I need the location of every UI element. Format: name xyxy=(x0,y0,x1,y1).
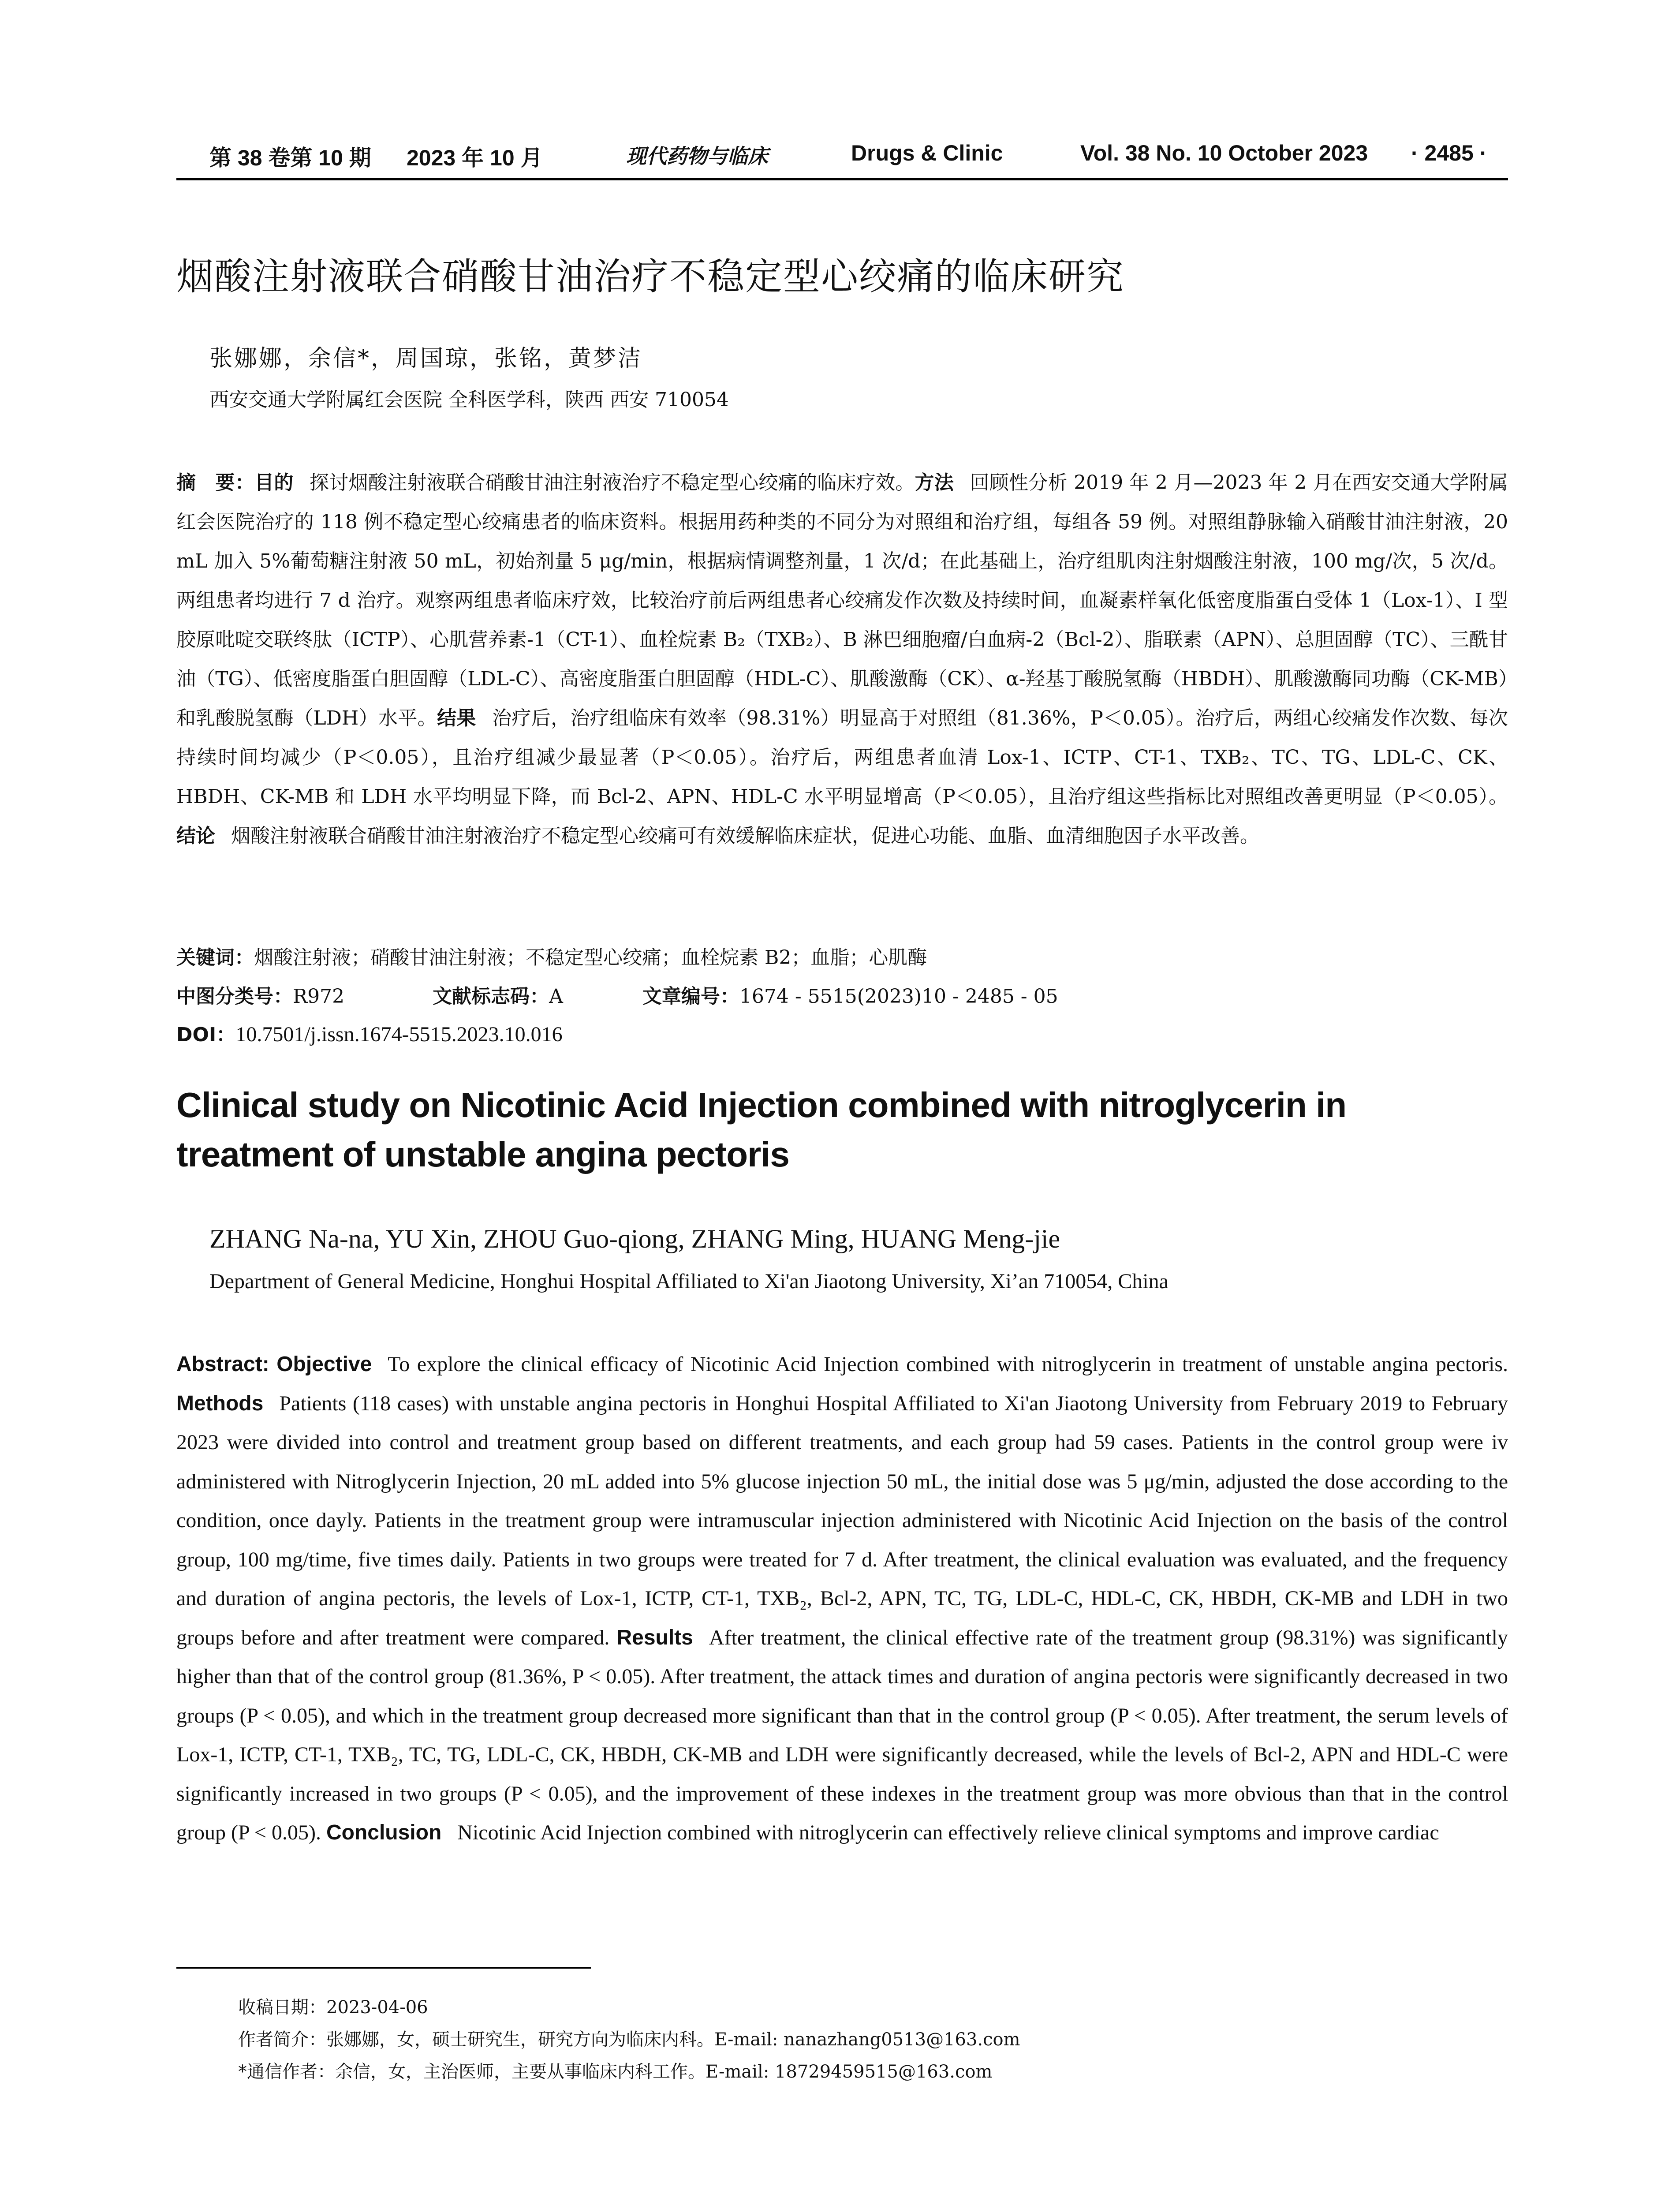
cn-keywords: 烟酸注射液；硝酸甘油注射液；不稳定型心绞痛；血栓烷素 B2；血脂；心肌酶 xyxy=(254,946,927,969)
english-title: Clinical study on Nicotinic Acid Injection combined with nitroglycerin in treatment of unstable angina pectoris xyxy=(176,1085,1347,1174)
cn-results-text: 治疗后，治疗组临床有效率（98.31%）明显高于对照组（81.36%，P＜0.05）。治疗后，两组心绞痛发作次数、每次持续时间均减少（P＜0.05），且治疗组减少最显著（P＜0.05）。治疗后，两组患者血清 Lox-1、ICTP、CT-1、TXB₂、TC、TG、LDL-C、CK、HBDH、CK-MB 和 LDH 水平均明显下降，而 Bcl-2、APN、HDL-C 水平明显增高（P＜0.05），且治疗组这些指标比对照组改善更明显（P＜0.05）。 xyxy=(176,707,1508,808)
en-objective-text: To explore the clinical efficacy of Nicotinic Acid Injection combined with nitroglycerin in treatment of unstable angina pectoris. xyxy=(388,1353,1508,1376)
footnote-author-bio xyxy=(238,2026,1020,2051)
running-header xyxy=(176,140,1508,180)
header-date-cn: 2023 年 10 月 xyxy=(407,146,543,170)
english-affiliation: Department of General Medicine, Honghui Hospital Affiliated to Xi'an Jiaotong University, Xi’an 710054, China xyxy=(209,1270,1169,1293)
header-page-number: · 2485 · xyxy=(1411,141,1487,165)
footnote-received xyxy=(238,1993,428,2018)
en-results-text: After treatment, the clinical effective rate of the treatment group (98.31%) was significantly higher than that of the control group (81.36%, P < 0.05). After treatment, the attack times and duration of angina pectoris were significantly decreased in two groups (P < 0.05), and which in the treatment group decreased more significant than that in the control group (P < 0.05). After treatment, the serum levels of Lox-1, ICTP, CT-1, TXB₂, TC, TG, LDL-C, CK, HBDH, CK-MB and LDH were significantly decreased, while the levels of Bcl-2, APN and HDL-C were significantly increased in two groups (P < 0.05), and the improvement of these indexes in the treatment group was more obvious than that in the control group (P < 0.05). xyxy=(176,1626,1508,1844)
articleno-label: 文章编号： xyxy=(642,985,739,1008)
cn-keywords-line xyxy=(176,942,927,970)
clc-value: R972 xyxy=(293,985,345,1008)
cn-classification-line xyxy=(176,980,1058,1009)
english-authors: ZHANG Na-na, YU Xin, ZHOU Guo-qiong, ZHANG Ming, HUANG Meng-jie xyxy=(209,1224,1060,1253)
chinese-abstract xyxy=(176,463,1508,856)
cn-methods-text: 回顾性分析 2019 年 2 月—2023 年 2 月在西安交通大学附属红会医院治疗的 118 例不稳定型心绞痛患者的临床资料。根据用药种类的不同分为对照组和治疗组，每组各 59 例。对照组静脉输入硝酸甘油注射液，20 mL 加入 5%葡萄糖注射液 50 mL，初始剂量 5 μg/min，根据病情调整剂量，1 次/d；在此基础上，治疗组肌肉注射烟酸注射液，100 mg/次，5 次/d。两组患者均进行 7 d 治疗。观察两组患者临床疗效，比较治疗前后两组患者心绞痛发作次数及持续时间，血凝素样氧化低密度脂蛋白受体 1（Lox-1）、I 型胶原吡啶交联终肽（ICTP）、心肌营养素-1（CT-1）、血栓烷素 B₂（TXB₂）、B 淋巴细胞瘤/白血病-2（Bcl-2）、脂联素（APN）、总胆固醇（TC）、三酰甘油（TG）、低密度脂蛋白胆固醇（LDL-C）、高密度脂蛋白胆固醇（HDL-C）、肌酸激酶（CK）、α-羟基丁酸脱氢酶（HBDH）、肌酸激酶同功酶（CK-MB）和乳酸脱氢酶（LDH）水平。 xyxy=(176,471,1508,729)
chinese-affiliation: 西安交通大学附属红会医院 全科医学科，陕西 西安 710054 xyxy=(209,389,729,411)
doccode-label: 文献标志码： xyxy=(433,985,549,1008)
footnote-rule xyxy=(176,1967,591,1969)
doi-value: 10.7501/j.issn.1674-5515.2023.10.016 xyxy=(235,1023,563,1046)
cn-conclusion-label: 结论 xyxy=(176,825,215,847)
corresponding-label: *通信作者： xyxy=(238,2062,335,2082)
en-methods-text: Patients (118 cases) with unstable angina pectoris in Honghui Hospital Affiliated to Xi'an Jiaotong University from February 2019 to February 2023 were divided into control and treatment group based on different treatments, and each group had 59 cases. Patients in the control group were iv administered with Nitroglycerin Injection, 20 mL added into 5% glucose injection 50 mL, the initial dose was 5 μg/min, adjusted the dose according to the condition, once dayly. Patients in the treatment group were intramuscular injection administered with Nicotinic Acid Injection on the basis of the control group, 100 mg/time, five times daily. Patients in two groups were treated for 7 d. After treatment, the clinical evaluation was evaluated, and the frequency and duration of angina pectoris, the levels of Lox-1, ICTP, CT-1, TXB₂, Bcl-2, APN, TC, TG, LDL-C, HDL-C, CK, HBDH, CK-MB and LDH in two groups before and after treatment were compared. xyxy=(176,1391,1508,1649)
header-rule xyxy=(176,178,1508,180)
articleno-value: 1674 - 5515(2023)10 - 2485 - 05 xyxy=(739,985,1058,1008)
en-objective-label: Objective xyxy=(276,1353,372,1376)
received-label: 收稿日期： xyxy=(238,1997,326,2018)
author-bio: 张娜娜，女，硕士研究生，研究方向为临床内科。E-mail: nanazhang0513@163.com xyxy=(326,2029,1020,2050)
header-journal-en: Drugs & Clinic xyxy=(851,141,1003,165)
cn-methods-label: 方法 xyxy=(915,471,954,494)
cn-results-label: 结果 xyxy=(437,707,476,729)
received-date: 2023-04-06 xyxy=(326,1997,428,2018)
en-methods-label: Methods xyxy=(176,1391,264,1415)
header-issue-en: Vol. 38 No. 10 October 2023 xyxy=(1080,141,1368,165)
english-abstract xyxy=(176,1345,1508,1853)
cn-abstract-label: 摘 要： xyxy=(176,471,255,494)
cn-objective-text: 探讨烟酸注射液联合硝酸甘油注射液治疗不稳定型心绞痛的临床疗效。 xyxy=(309,471,915,494)
author-bio-label: 作者简介： xyxy=(238,2029,326,2050)
footnote-corresponding xyxy=(238,2058,992,2083)
en-conclusion-text: Nicotinic Acid Injection combined with nitroglycerin can effectively relieve clinical symptoms and improve cardiac xyxy=(457,1821,1439,1844)
en-results-label: Results xyxy=(616,1626,693,1649)
corresponding-info: 余信，女，主治医师，主要从事临床内科工作。E-mail: 18729459515@163.com xyxy=(335,2062,993,2082)
en-conclusion-label: Conclusion xyxy=(326,1821,442,1844)
chinese-authors: 张娜娜，余信*，周国琼，张铭，黄梦洁 xyxy=(209,345,643,372)
doi-label: DOI： xyxy=(176,1024,236,1046)
cn-objective-label: 目的 xyxy=(254,471,294,494)
header-journal-cn: 现代药物与临床 xyxy=(626,144,768,168)
clc-label: 中图分类号： xyxy=(176,985,293,1008)
cn-keywords-label: 关键词： xyxy=(176,946,254,969)
en-abstract-label: Abstract: xyxy=(176,1353,269,1376)
header-issue-cn: 第 38 卷第 10 期 xyxy=(209,146,371,170)
chinese-title: 烟酸注射液联合硝酸甘油治疗不稳定型心绞痛的临床研究 xyxy=(176,255,1125,298)
cn-conclusion-text: 烟酸注射液联合硝酸甘油注射液治疗不稳定型心绞痛可有效缓解临床症状，促进心功能、血脂、血清细胞因子水平改善。 xyxy=(231,825,1259,847)
doi-line xyxy=(176,1019,563,1047)
doccode-value: A xyxy=(549,985,563,1008)
